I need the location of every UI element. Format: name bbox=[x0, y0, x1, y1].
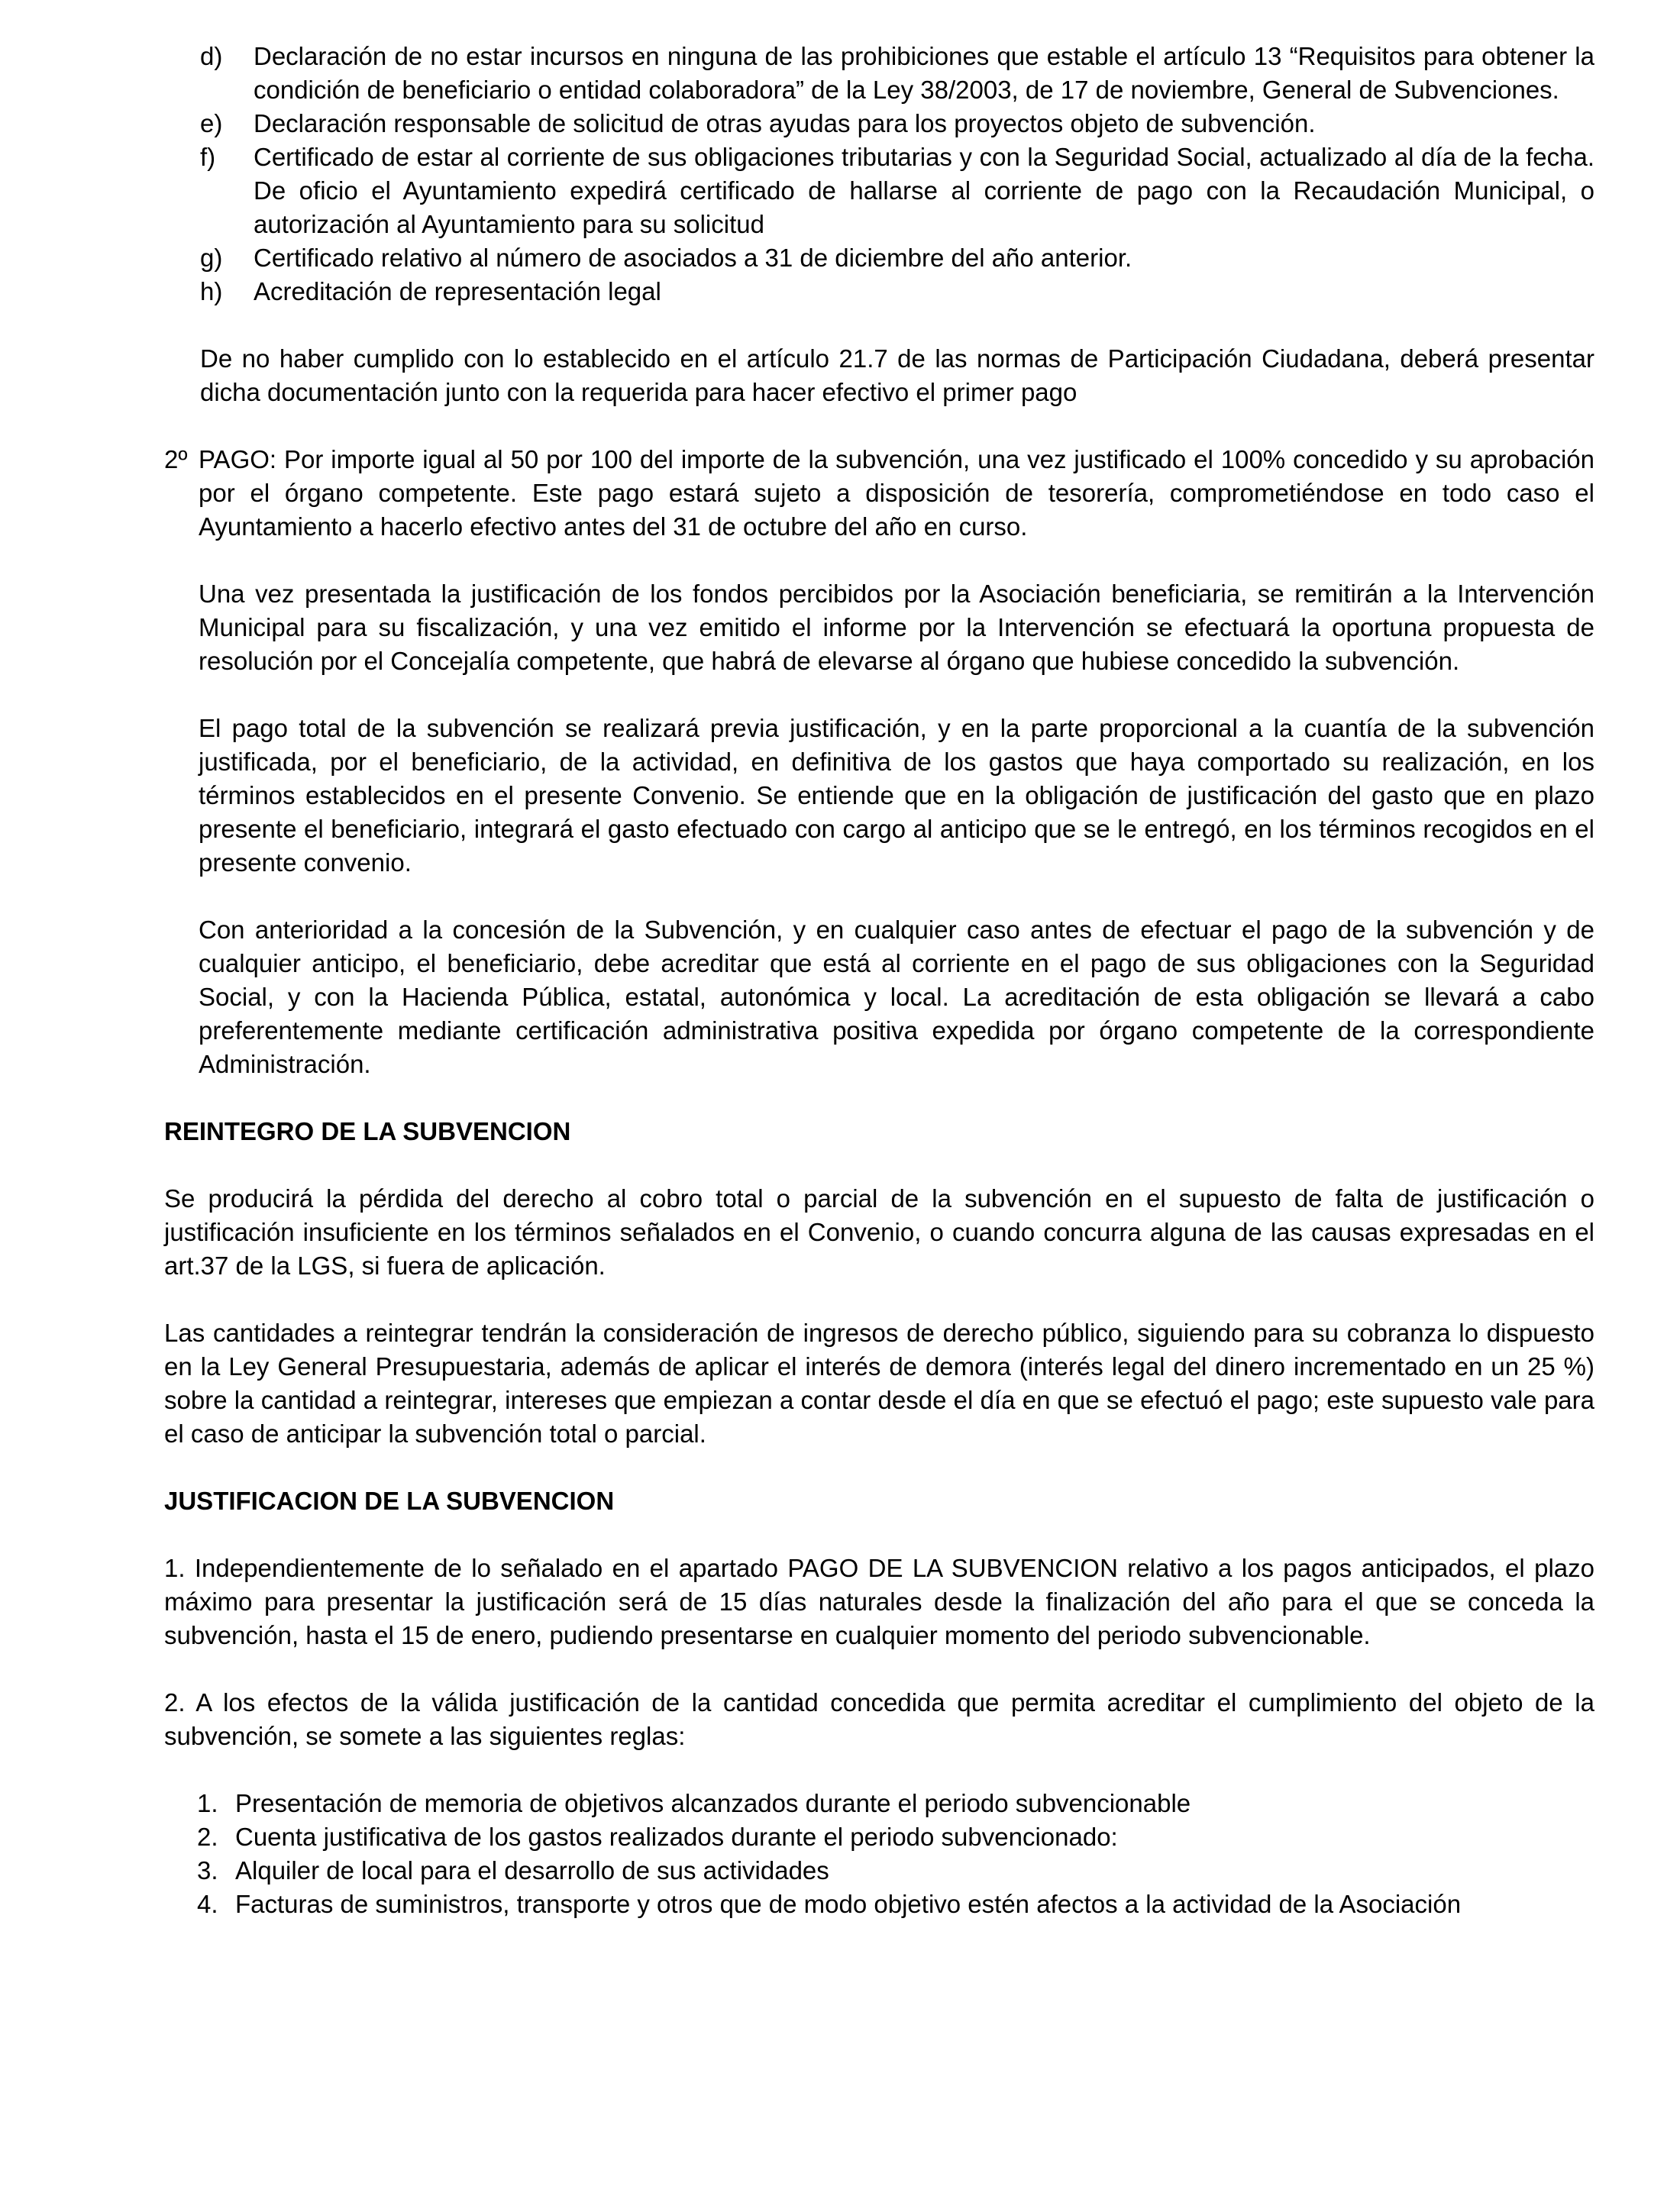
list-item-marker: h) bbox=[200, 277, 223, 305]
list-item-marker: 1. bbox=[197, 1789, 218, 1817]
list-item bbox=[200, 241, 1594, 275]
justificacion-paragraph: 1. Independientemente de lo señalado en el apartado PAGO DE LA SUBVENCION relativo a los pagos anticipados, el plazo máximo para presentar la justificación será de 15 días naturales desde la finalización del año para el que se conceda la subvención, hasta el 15 de enero, pudiendo presentarse en cualquier momento del periodo subvencionable. bbox=[164, 1554, 1594, 1649]
list-item bbox=[200, 275, 1594, 308]
list-item bbox=[200, 140, 1594, 241]
pago-item-marker: 2º bbox=[164, 445, 188, 473]
justification-rules-list bbox=[164, 1787, 1594, 1921]
list-item-marker: 3. bbox=[197, 1856, 218, 1885]
list-item bbox=[200, 107, 1594, 140]
reintegro-paragraph: Las cantidades a reintegrar tendrán la consideración de ingresos de derecho público, siguiendo para su cobranza lo dispuesto en la Ley General Presupuestaria, además de aplicar el interés de demora (interés legal del dinero incrementado en un 25 %) sobre la cantidad a reintegrar, intereses que empiezan a contar desde el día en que se efectuó el pago; este supuesto vale para el caso de anticipar la subvención total o parcial. bbox=[164, 1319, 1594, 1448]
section-heading-reintegro: REINTEGRO DE LA SUBVENCION bbox=[164, 1117, 571, 1145]
list-item bbox=[197, 1888, 1594, 1921]
note-paragraph: De no haber cumplido con lo establecido en el artículo 21.7 de las normas de Participación Ciudadana, deberá presentar dicha documentación junto con la requerida para hacer efectivo el primer pago bbox=[200, 344, 1594, 406]
list-item bbox=[200, 40, 1594, 107]
lettered-requirements-list bbox=[164, 40, 1594, 308]
list-item-marker: 4. bbox=[197, 1890, 218, 1918]
list-item-text: Declaración de no estar incursos en ninguna de las prohibiciones que estable el artículo 13 “Requisitos para obtener la condición de beneficiario o entidad colaboradora” de la Ley 38/2003, de 17 de noviembre, General de Subvenciones. bbox=[254, 42, 1594, 104]
list-item-text: Alquiler de local para el desarrollo de sus actividades bbox=[235, 1856, 829, 1885]
pago-paragraph: Con anterioridad a la concesión de la Subvención, y en cualquier caso antes de efectuar el pago de la subvención y de cualquier anticipo, el beneficiario, debe acreditar que está al corriente en el pago de sus obligaciones con la Seguridad Social, y con la Hacienda Pública, estatal, autonómica y local. La acreditación de esta obligación se llevará a cabo preferentemente mediante certificación administrativa positiva expedida por órgano competente de la correspondiente Administración. bbox=[199, 916, 1594, 1078]
pago-paragraph: El pago total de la subvención se realizará previa justificación, y en la parte proporcional a la cuantía de la subvención justificada, por el beneficiario, de la actividad, en definitiva de los gastos que haya comportado su realización, en los términos establecidos en el presente Convenio. Se entiende que en la obligación de justificación del gasto que en plazo presente el beneficiario, integrará el gasto efectuado con cargo al anticipo que se le entregó, en los términos recogidos en el presente convenio. bbox=[199, 714, 1594, 877]
list-item bbox=[197, 1854, 1594, 1888]
list-item bbox=[197, 1787, 1594, 1820]
list-item-marker: e) bbox=[200, 109, 223, 137]
reintegro-paragraph: Se producirá la pérdida del derecho al cobro total o parcial de la subvención en el supuesto de falta de justificación o justificación insuficiente en los términos señalados en el Convenio, o cuando concurra alguna de las causas expresadas en el art.37 de la LGS, si fuera de aplicación. bbox=[164, 1184, 1594, 1280]
section-heading-justificacion: JUSTIFICACION DE LA SUBVENCION bbox=[164, 1487, 615, 1515]
list-item-marker: f) bbox=[200, 143, 216, 171]
list-item-text: Declaración responsable de solicitud de otras ayudas para los proyectos objeto de subvención. bbox=[254, 109, 1316, 137]
pago-item bbox=[164, 443, 1594, 544]
list-item-text: Certificado de estar al corriente de sus obligaciones tributarias y con la Seguridad Social, actualizado al día de la fecha. De oficio el Ayuntamiento expedirá certificado de hallarse al corriente de pago con la Recaudación Municipal, o autorización al Ayuntamiento para su solicitud bbox=[254, 143, 1594, 238]
list-item-text: Presentación de memoria de objetivos alcanzados durante el periodo subvencionable bbox=[235, 1789, 1191, 1817]
list-item bbox=[197, 1820, 1594, 1854]
pago-item-text: PAGO: Por importe igual al 50 por 100 del importe de la subvención, una vez justificado el 100% concedido y su aprobación por el órgano competente. Este pago estará sujeto a disposición de tesorería, comprometiéndose en todo caso el Ayuntamiento a hacerlo efectivo antes del 31 de octubre del año en curso. bbox=[199, 445, 1594, 541]
list-item-marker: g) bbox=[200, 244, 223, 272]
list-item-text: Acreditación de representación legal bbox=[254, 277, 661, 305]
pago-paragraph: Una vez presentada la justificación de los fondos percibidos por la Asociación beneficiaria, se remitirán a la Intervención Municipal para su fiscalización, y una vez emitido el informe por la Intervención se efectuará la oportuna propuesta de resolución por el Concejalía competente, que habrá de elevarse al órgano que hubiese concedido la subvención. bbox=[199, 580, 1594, 675]
list-item-marker: d) bbox=[200, 42, 223, 70]
list-item-marker: 2. bbox=[197, 1823, 218, 1851]
list-item-text: Cuenta justificativa de los gastos realizados durante el periodo subvencionado: bbox=[235, 1823, 1118, 1851]
list-item-text: Facturas de suministros, transporte y otros que de modo objetivo estén afectos a la actividad de la Asociación bbox=[235, 1890, 1462, 1918]
list-item-text: Certificado relativo al número de asociados a 31 de diciembre del año anterior. bbox=[254, 244, 1132, 272]
justificacion-paragraph: 2. A los efectos de la válida justificación de la cantidad concedida que permita acreditar el cumplimiento del objeto de la subvención, se somete a las siguientes reglas: bbox=[164, 1688, 1594, 1750]
